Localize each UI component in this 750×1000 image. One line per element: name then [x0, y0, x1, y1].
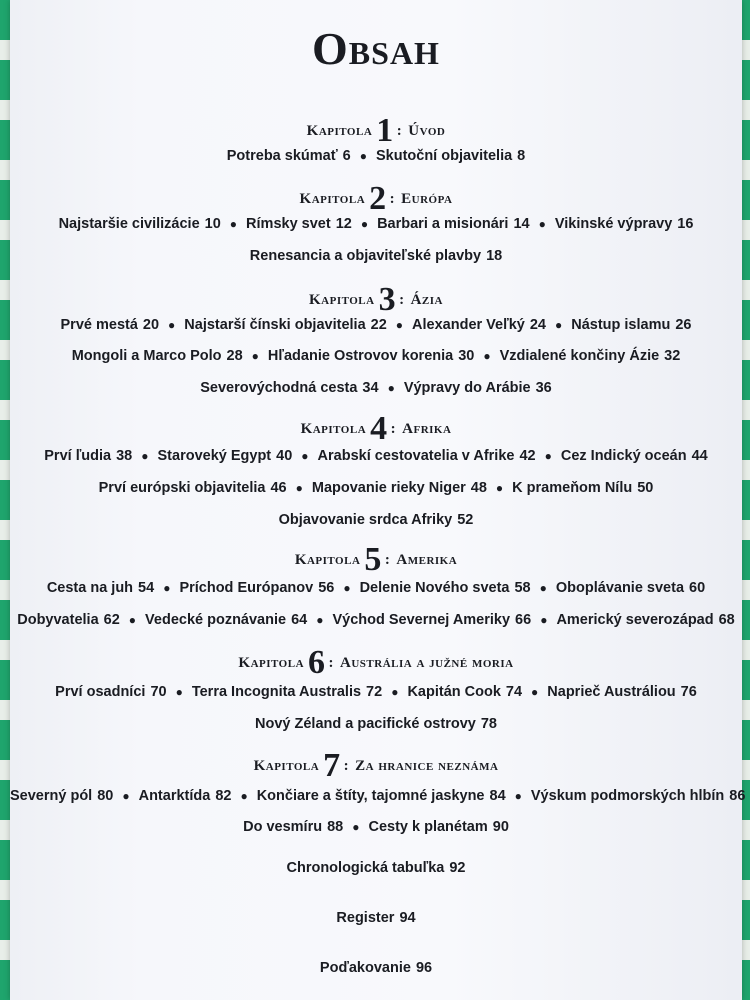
- entry-title: Cesty k planétam: [368, 819, 488, 835]
- entry-title: Prvé mestá: [60, 317, 138, 333]
- entry-title: Nový Zéland a pacifické ostrovy: [255, 716, 476, 732]
- toc-line: [10, 380, 742, 396]
- entry-page-number: 54: [138, 580, 155, 596]
- entry-page-number: 64: [291, 612, 308, 628]
- bullet-separator: ●: [539, 581, 547, 595]
- entry-title: Arabskí cestovatelia v Afrike: [317, 448, 515, 464]
- entry-page-number: 46: [270, 480, 287, 496]
- toc-entry[interactable]: [412, 317, 546, 333]
- toc-entry[interactable]: [312, 480, 487, 496]
- bullet-separator: ●: [360, 217, 369, 231]
- bullet-separator: ●: [395, 318, 404, 332]
- toc-entry[interactable]: [531, 788, 746, 804]
- toc-entry[interactable]: [556, 580, 705, 596]
- toc-extra-line: [10, 910, 742, 926]
- bullet-separator: ●: [352, 820, 360, 834]
- toc-entry[interactable]: [243, 819, 343, 835]
- bullet-separator: ●: [387, 381, 395, 395]
- chapter-name: Afrika: [402, 421, 452, 437]
- entry-page-number: 36: [535, 380, 552, 396]
- entry-page-number: 60: [689, 580, 706, 596]
- entry-title: Hľadanie Ostrovov korenia: [267, 348, 454, 364]
- entry-title: Kapitán Cook: [407, 684, 501, 700]
- chapter-colon: :: [343, 758, 350, 774]
- bullet-separator: ●: [128, 613, 137, 627]
- toc-entry[interactable]: [257, 788, 506, 804]
- bullet-separator: ●: [122, 789, 130, 803]
- chapter-number: 3: [378, 281, 397, 318]
- toc-entry[interactable]: [10, 788, 113, 804]
- toc-line: [10, 480, 742, 496]
- toc-entry[interactable]: [376, 148, 525, 164]
- entry-page-number: 86: [729, 788, 746, 804]
- entry-title: Objavovanie srdca Afriky: [278, 512, 453, 528]
- bullet-separator: ●: [514, 789, 522, 803]
- toc-entry[interactable]: [99, 480, 287, 496]
- entry-title: Končiare a štíty, tajomné jaskyne: [256, 788, 485, 804]
- toc-entry[interactable]: [55, 684, 166, 700]
- entry-page-number: 26: [675, 317, 692, 333]
- entry-title: Naprieč Austráliou: [547, 684, 676, 700]
- entry-title: Skutoční objavitelia: [375, 148, 513, 164]
- entry-title: Chronologická tabuľka: [286, 860, 445, 876]
- chapter-colon: :: [396, 123, 403, 139]
- entry-title: K prameňom Nílu: [512, 480, 633, 496]
- chapter-colon: :: [384, 552, 391, 568]
- chapter-number: 4: [370, 410, 388, 447]
- entry-title: Prví európski objavitelia: [98, 480, 266, 496]
- bullet-separator: ●: [316, 613, 324, 627]
- entry-page-number: 62: [103, 612, 120, 628]
- toc-entry[interactable]: [139, 788, 232, 804]
- toc-line: [10, 716, 742, 732]
- chapter-heading-2: [10, 180, 742, 218]
- entry-title: Prví ľudia: [44, 448, 112, 464]
- book-page: [10, 0, 746, 1000]
- chapter-label: Kapitola: [299, 191, 366, 207]
- entry-title: Mongoli a Marco Polo: [71, 348, 222, 364]
- toc-entry[interactable]: [44, 448, 132, 464]
- chapter-name: Európa: [401, 191, 453, 207]
- entry-title: Najstaršie civilizácie: [58, 216, 200, 232]
- bullet-separator: ●: [538, 217, 546, 231]
- toc-entry[interactable]: [246, 216, 352, 232]
- entry-title: Najstarší čínski objavitelia: [184, 317, 366, 333]
- toc-entry[interactable]: [500, 348, 681, 364]
- chapter-number: 7: [323, 747, 341, 784]
- toc-entry[interactable]: [255, 716, 497, 732]
- bullet-separator: ●: [359, 149, 367, 163]
- chapter-colon: :: [399, 292, 405, 308]
- bullet-separator: ●: [301, 449, 309, 463]
- entry-page-number: 20: [142, 317, 160, 333]
- bullet-separator: ●: [163, 581, 171, 595]
- entry-page-number: 90: [492, 819, 509, 835]
- entry-page-number: 68: [718, 612, 735, 628]
- entry-page-number: 58: [514, 580, 531, 596]
- entry-page-number: 82: [215, 788, 232, 804]
- toc-entry[interactable]: [145, 612, 307, 628]
- bullet-separator: ●: [531, 685, 539, 699]
- entry-title: Východ Severnej Ameriky: [332, 612, 511, 628]
- entry-title: Cez Indický oceán: [560, 448, 687, 464]
- page-title: Obsah: [312, 23, 440, 74]
- toc-entry[interactable]: [318, 448, 536, 464]
- bullet-separator: ●: [168, 318, 176, 332]
- entry-page-number: 94: [399, 910, 416, 926]
- entry-title: Cesta na juh: [46, 580, 134, 596]
- bullet-separator: ●: [544, 449, 552, 463]
- toc-entry[interactable]: [547, 684, 697, 700]
- bullet-separator: ●: [240, 789, 248, 803]
- entry-title: Barbari a misionári: [377, 216, 509, 232]
- entry-page-number: 30: [458, 348, 475, 364]
- entry-page-number: 52: [457, 512, 474, 528]
- entry-title: Severný pól: [10, 788, 93, 804]
- entry-page-number: 42: [519, 448, 536, 464]
- entry-page-number: 66: [515, 612, 532, 628]
- chapter-colon: :: [390, 421, 397, 437]
- bullet-separator: ●: [495, 481, 504, 495]
- toc-entry[interactable]: [250, 248, 502, 264]
- entry-title: Príchod Európanov: [179, 580, 314, 596]
- entry-page-number: 34: [362, 380, 379, 396]
- toc-line: [10, 819, 742, 835]
- entry-page-number: 40: [276, 448, 293, 464]
- toc-entry[interactable]: [192, 684, 382, 700]
- entry-page-number: 10: [204, 216, 221, 232]
- entry-page-number: 74: [505, 684, 523, 700]
- toc-entry[interactable]: [17, 612, 120, 628]
- chapter-number: 5: [364, 541, 382, 578]
- entry-page-number: 70: [150, 684, 167, 700]
- entry-page-number: 88: [327, 819, 344, 835]
- toc-entry[interactable]: [336, 910, 415, 926]
- entry-title: Delenie Nového sveta: [359, 580, 510, 596]
- chapter-name: Úvod: [408, 123, 446, 139]
- chapter-name: Amerika: [396, 552, 458, 568]
- entry-title: Oboplávanie sveta: [555, 580, 685, 596]
- toc-extra-line: [10, 860, 742, 876]
- chapter-heading-4: [10, 410, 742, 448]
- entry-page-number: 50: [637, 480, 654, 496]
- toc-line: [10, 448, 742, 464]
- entry-page-number: 78: [480, 716, 497, 732]
- chapter-colon: :: [328, 655, 335, 671]
- bullet-separator: ●: [540, 613, 548, 627]
- chapter-number: 6: [308, 644, 326, 681]
- entry-page-number: 38: [116, 448, 133, 464]
- entry-page-number: 56: [318, 580, 335, 596]
- entry-title: Do vesmíru: [243, 819, 323, 835]
- entry-title: Renesancia a objaviteľské plavby: [249, 248, 482, 264]
- entry-title: Výskum podmorských hlbín: [530, 788, 725, 804]
- entry-page-number: 48: [470, 480, 487, 496]
- entry-page-number: 22: [370, 317, 387, 333]
- toc-entry[interactable]: [61, 317, 160, 333]
- entry-page-number: 92: [449, 860, 466, 876]
- chapter-heading-1: [10, 112, 742, 150]
- chapter-label: Kapitola: [238, 655, 305, 671]
- bullet-separator: ●: [251, 349, 259, 363]
- entry-page-number: 32: [664, 348, 681, 364]
- entry-page-number: 14: [513, 216, 530, 232]
- toc-entry[interactable]: [512, 480, 653, 496]
- toc-entry[interactable]: [200, 380, 378, 396]
- entry-page-number: 44: [691, 448, 708, 464]
- entry-title: Vikinské výpravy: [554, 216, 673, 232]
- bullet-separator: ●: [391, 685, 399, 699]
- toc-entry[interactable]: [360, 580, 531, 596]
- entry-title: Staroveký Egypt: [157, 448, 272, 464]
- toc-entry[interactable]: [555, 216, 694, 232]
- chapter-number: 1: [376, 112, 394, 149]
- entry-title: Potreba skúmať: [226, 148, 338, 164]
- toc-line: [10, 216, 742, 232]
- entry-page-number: 76: [680, 684, 697, 700]
- bullet-separator: ●: [141, 449, 149, 463]
- chapter-label: Kapitola: [294, 552, 361, 568]
- toc-entry[interactable]: [404, 380, 552, 396]
- entry-title: Nástup islamu: [571, 317, 671, 333]
- entry-title: Alexander Veľký: [412, 317, 525, 333]
- toc-entry[interactable]: [368, 819, 508, 835]
- chapter-label: Kapitola: [309, 292, 375, 308]
- entry-title: Severovýchodná cesta: [200, 380, 358, 396]
- toc-entry[interactable]: [184, 317, 386, 333]
- chapter-name: Za hranice neznáma: [355, 758, 499, 774]
- toc-entry[interactable]: [556, 612, 734, 628]
- entry-title: Vzdialené končiny Ázie: [499, 348, 660, 364]
- toc-entry[interactable]: [407, 684, 522, 700]
- toc-entry[interactable]: [268, 348, 474, 364]
- entry-title: Antarktída: [138, 788, 211, 804]
- entry-title: Americký severozápad: [556, 612, 714, 628]
- chapter-label: Kapitola: [306, 123, 373, 139]
- entry-title: Výpravy do Arábie: [403, 380, 531, 396]
- chapter-heading-6: [10, 644, 742, 682]
- entry-page-number: 6: [342, 148, 351, 164]
- bullet-separator: ●: [175, 685, 183, 699]
- entry-title: Rímsky svet: [246, 216, 331, 232]
- toc-entry[interactable]: [279, 512, 474, 528]
- entry-title: Vedecké poznávanie: [145, 612, 287, 628]
- chapter-colon: :: [389, 191, 396, 207]
- toc-entry[interactable]: [332, 612, 531, 628]
- entry-page-number: 8: [517, 148, 526, 164]
- chapter-name: Austrália a južné moria: [340, 655, 514, 671]
- toc-entry[interactable]: [320, 960, 432, 976]
- bullet-separator: ●: [229, 217, 238, 231]
- toc-entry[interactable]: [227, 148, 351, 164]
- bullet-separator: ●: [343, 581, 351, 595]
- entry-title: Terra Incognita Australis: [191, 684, 362, 700]
- toc-line: [10, 684, 742, 700]
- bullet-separator: ●: [483, 349, 491, 363]
- entry-page-number: 12: [335, 216, 352, 232]
- entry-title: Prví osadníci: [55, 684, 146, 700]
- entry-title: Poďakovanie: [319, 960, 411, 976]
- chapter-heading-3: [10, 281, 742, 319]
- toc-entry[interactable]: [571, 317, 691, 333]
- entry-page-number: 96: [415, 960, 433, 976]
- toc-entry[interactable]: [59, 216, 221, 232]
- toc-entry[interactable]: [72, 348, 243, 364]
- chapter-number: 2: [369, 180, 387, 217]
- chapter-name: Ázia: [410, 292, 443, 308]
- toc-line: [10, 348, 742, 364]
- toc-line: [10, 612, 742, 628]
- toc-line: [10, 512, 742, 528]
- entry-page-number: 18: [486, 248, 503, 264]
- entry-page-number: 72: [366, 684, 383, 700]
- entry-page-number: 28: [226, 348, 243, 364]
- entry-title: Dobyvatelia: [17, 612, 99, 628]
- toc-entry[interactable]: [561, 448, 708, 464]
- entry-page-number: 16: [677, 216, 694, 232]
- entry-page-number: 84: [489, 788, 506, 804]
- toc-extra-line: [10, 960, 742, 976]
- chapter-label: Kapitola: [300, 421, 367, 437]
- toc-entry[interactable]: [47, 580, 154, 596]
- bullet-separator: ●: [554, 318, 563, 332]
- toc-entry[interactable]: [287, 860, 466, 876]
- entry-page-number: 80: [97, 788, 114, 804]
- chapter-heading-5: [10, 541, 742, 579]
- chapter-heading-7: [10, 747, 742, 785]
- toc-line: [10, 317, 742, 333]
- entry-title: Mapovanie rieky Niger: [311, 480, 466, 496]
- toc-line: [10, 788, 746, 804]
- entry-page-number: 24: [529, 317, 546, 333]
- toc-entry[interactable]: [179, 580, 334, 596]
- entry-title: Register: [336, 910, 395, 926]
- chapter-label: Kapitola: [253, 758, 320, 774]
- toc-entry[interactable]: [377, 216, 530, 232]
- toc-line: [10, 580, 742, 596]
- toc-line: [10, 148, 742, 164]
- toc-line: [10, 248, 742, 264]
- bullet-separator: ●: [295, 481, 303, 495]
- toc-entry[interactable]: [158, 448, 293, 464]
